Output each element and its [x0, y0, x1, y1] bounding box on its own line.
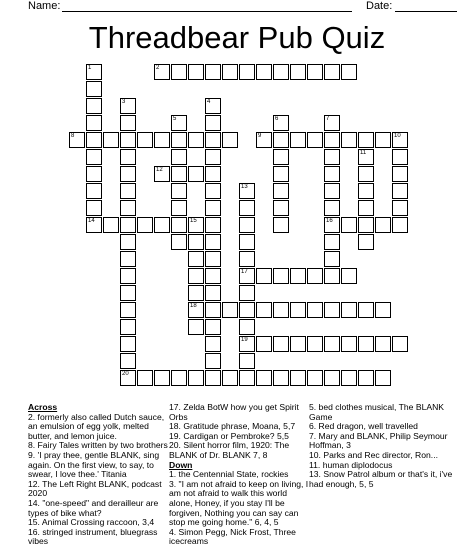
clue-text: 17. Zelda BotW how you get Spirit Orbs — [169, 402, 299, 422]
clues-column-3 — [309, 403, 455, 489]
grid-cell[interactable] — [137, 217, 153, 233]
grid-cell[interactable] — [392, 132, 408, 148]
grid-cell[interactable] — [222, 64, 238, 80]
grid-cell[interactable] — [205, 183, 221, 199]
grid-cell[interactable] — [239, 234, 255, 250]
grid-cell[interactable] — [273, 115, 289, 131]
clue-number: 6 — [275, 116, 279, 122]
grid-cell[interactable] — [171, 217, 187, 233]
grid-cell[interactable] — [120, 115, 136, 131]
grid-cell[interactable] — [273, 370, 289, 386]
grid-cell[interactable] — [205, 132, 221, 148]
grid-cell[interactable] — [86, 115, 102, 131]
grid-cell[interactable] — [290, 64, 306, 80]
grid-cell[interactable] — [324, 166, 340, 182]
grid-cell[interactable] — [392, 217, 408, 233]
clue-text: 11. human diplodocus — [309, 459, 393, 470]
clue-number: 19 — [241, 337, 248, 343]
grid-cell[interactable] — [120, 166, 136, 182]
clue-number: 5 — [173, 116, 177, 122]
clue-section-heading: Down — [169, 459, 193, 470]
grid-cell[interactable] — [205, 149, 221, 165]
grid-cell[interactable] — [205, 285, 221, 301]
grid-cell[interactable] — [120, 302, 136, 318]
grid-cell[interactable] — [222, 302, 238, 318]
clues-column-1 — [28, 403, 168, 547]
grid-cell[interactable] — [273, 166, 289, 182]
clue-text: 14. "one-speed" and derailleur are types of bike what? — [28, 497, 159, 518]
grid-cell[interactable] — [273, 200, 289, 216]
grid-cell[interactable] — [171, 149, 187, 165]
clue-number: 12 — [156, 167, 163, 173]
grid-cell[interactable] — [273, 183, 289, 199]
clue-number: 3 — [122, 99, 126, 105]
clue-number: 8 — [71, 133, 75, 139]
grid-cell[interactable] — [273, 64, 289, 80]
grid-cell[interactable] — [86, 183, 102, 199]
grid-cell[interactable] — [205, 302, 221, 318]
page-title: Threadbear Pub Quiz — [88, 20, 386, 55]
grid-cell[interactable] — [324, 149, 340, 165]
grid-cell[interactable] — [239, 370, 255, 386]
grid-cell[interactable] — [120, 353, 136, 369]
grid-cell[interactable] — [205, 166, 221, 182]
grid-cell[interactable] — [205, 98, 221, 114]
clue-text: 15. Animal Crossing raccoon, 3,4 — [28, 517, 155, 528]
grid-cell[interactable] — [290, 302, 306, 318]
grid-cell[interactable] — [324, 132, 340, 148]
grid-cell[interactable] — [273, 132, 289, 148]
clue-number: 20 — [122, 371, 129, 377]
grid-cell[interactable] — [120, 336, 136, 352]
grid-cell[interactable] — [171, 200, 187, 216]
clue-number: 17 — [241, 269, 248, 275]
grid-cell[interactable] — [154, 132, 170, 148]
grid-cell[interactable] — [358, 166, 374, 182]
grid-cell[interactable] — [324, 251, 340, 267]
grid-cell[interactable] — [205, 200, 221, 216]
clue-text: 5. bed clothes musical, The BLANK Game — [309, 402, 445, 422]
grid-cell[interactable] — [239, 183, 255, 199]
grid-cell[interactable] — [154, 370, 170, 386]
grid-cell[interactable] — [222, 132, 238, 148]
grid-cell[interactable] — [341, 217, 357, 233]
grid-cell[interactable] — [86, 64, 102, 80]
clue-text: 16. stringed instrument, bluegrass vibes — [28, 526, 158, 547]
clue-text: 13. Snow Patrol album or that's it, i've had enough, 5, 5 — [309, 469, 453, 489]
grid-cell[interactable] — [120, 200, 136, 216]
grid-cell[interactable] — [239, 285, 255, 301]
grid-cell[interactable] — [290, 132, 306, 148]
grid-cell[interactable] — [120, 285, 136, 301]
grid-cell[interactable] — [205, 268, 221, 284]
grid-cell[interactable] — [239, 200, 255, 216]
clue-number: 4 — [207, 99, 211, 105]
grid-cell[interactable] — [137, 132, 153, 148]
grid-cell[interactable] — [205, 115, 221, 131]
grid-cell[interactable] — [205, 319, 221, 335]
grid-cell[interactable] — [120, 149, 136, 165]
grid-cell[interactable] — [307, 132, 323, 148]
grid-cell[interactable] — [188, 285, 204, 301]
grid-cell[interactable] — [154, 64, 170, 80]
grid-cell[interactable] — [171, 64, 187, 80]
grid-cell[interactable] — [188, 319, 204, 335]
clue-number: 9 — [258, 133, 262, 139]
grid-cell[interactable] — [307, 370, 323, 386]
grid-cell[interactable] — [358, 370, 374, 386]
grid-cell[interactable] — [375, 302, 391, 318]
grid-cell[interactable] — [239, 64, 255, 80]
grid-cell[interactable] — [86, 132, 102, 148]
grid-cell[interactable] — [205, 370, 221, 386]
grid-cell[interactable] — [188, 302, 204, 318]
grid-cell[interactable] — [256, 132, 272, 148]
name-label: Name: — [28, 0, 61, 12]
grid-cell[interactable] — [324, 115, 340, 131]
grid-cell[interactable] — [307, 336, 323, 352]
grid-cell[interactable] — [222, 370, 238, 386]
grid-cell[interactable] — [324, 336, 340, 352]
grid-cell[interactable] — [239, 268, 255, 284]
grid-cell[interactable] — [171, 234, 187, 250]
grid-cell[interactable] — [358, 302, 374, 318]
clue-number: 18 — [190, 303, 197, 309]
clue-number: 1 — [88, 65, 92, 71]
grid-cell[interactable] — [375, 217, 391, 233]
grid-cell[interactable] — [341, 64, 357, 80]
clue-number: 14 — [88, 218, 95, 224]
grid-cell[interactable] — [188, 370, 204, 386]
clue-number: 10 — [394, 133, 401, 139]
grid-cell[interactable] — [324, 370, 340, 386]
grid-cell[interactable] — [188, 268, 204, 284]
grid-cell[interactable] — [290, 370, 306, 386]
clues-column-2 — [169, 403, 309, 547]
grid-cell[interactable] — [358, 132, 374, 148]
grid-cell[interactable] — [239, 336, 255, 352]
grid-cell[interactable] — [120, 251, 136, 267]
grid-cell[interactable] — [86, 200, 102, 216]
clue-section-heading: Across — [28, 402, 58, 412]
grid-cell[interactable] — [171, 132, 187, 148]
grid-cell[interactable] — [358, 183, 374, 199]
clue-number: 15 — [190, 218, 197, 224]
grid-cell[interactable] — [256, 268, 272, 284]
grid-cell[interactable] — [256, 302, 272, 318]
grid-cell[interactable] — [205, 353, 221, 369]
clue-text: 20. Silent horror film, 1920: The BLANK of Dr. BLANK 7, 8 — [169, 440, 290, 460]
grid-cell[interactable] — [120, 319, 136, 335]
grid-cell[interactable] — [86, 81, 102, 97]
grid-cell[interactable] — [324, 234, 340, 250]
grid-cell[interactable] — [154, 217, 170, 233]
clue-text: 1. the Centennial State, rockies — [169, 469, 289, 480]
grid-cell[interactable] — [290, 336, 306, 352]
clue-text: 18. Gratitude phrase, Moana, 5,7 — [169, 421, 296, 432]
grid-cell[interactable] — [256, 370, 272, 386]
clue-number: 13 — [241, 184, 248, 190]
grid-cell[interactable] — [137, 370, 153, 386]
grid-cell[interactable] — [273, 336, 289, 352]
grid-cell[interactable] — [103, 132, 119, 148]
grid-cell[interactable] — [324, 64, 340, 80]
grid-cell[interactable] — [358, 336, 374, 352]
clue-text: 4. Simon Pegg, Nick Frost, Three icecreams — [169, 526, 296, 547]
clue-text: 19. Cardigan or Pembroke? 5,5 — [169, 430, 289, 441]
grid-cell[interactable] — [171, 183, 187, 199]
grid-cell[interactable] — [188, 234, 204, 250]
grid-cell[interactable] — [120, 132, 136, 148]
grid-cell[interactable] — [375, 336, 391, 352]
grid-cell[interactable] — [358, 234, 374, 250]
grid-cell[interactable] — [307, 268, 323, 284]
grid-cell[interactable] — [120, 234, 136, 250]
grid-cell[interactable] — [188, 64, 204, 80]
grid-cell[interactable] — [273, 217, 289, 233]
grid-cell[interactable] — [154, 166, 170, 182]
grid-cell[interactable] — [239, 217, 255, 233]
grid-cell[interactable] — [188, 166, 204, 182]
clue-text: 9. 'I pray thee, gentle BLANK, sing again. On the first view, to say, to swear, I love thee.' Titania — [28, 449, 160, 480]
clue-number: 11 — [360, 150, 367, 156]
grid-cell[interactable] — [273, 268, 289, 284]
grid-cell[interactable] — [205, 251, 221, 267]
grid-cell[interactable] — [375, 132, 391, 148]
grid-cell[interactable] — [86, 217, 102, 233]
clue-text: 12. The Left Right BLANK, podcast 2020 — [28, 478, 162, 499]
grid-cell[interactable] — [324, 268, 340, 284]
clue-number: 7 — [326, 116, 330, 122]
grid-cell[interactable] — [375, 370, 391, 386]
grid-cell[interactable] — [392, 336, 408, 352]
grid-cell[interactable] — [358, 149, 374, 165]
grid-cell[interactable] — [256, 64, 272, 80]
clue-text: 2. formerly also called Dutch sauce, an emulsion of egg yolk, melted butter, and lemon juice. — [28, 411, 165, 441]
grid-cell[interactable] — [205, 336, 221, 352]
grid-cell[interactable] — [120, 183, 136, 199]
grid-cell[interactable] — [205, 64, 221, 80]
grid-cell[interactable] — [205, 217, 221, 233]
grid-cell[interactable] — [392, 166, 408, 182]
grid-cell[interactable] — [239, 251, 255, 267]
grid-cell[interactable] — [239, 302, 255, 318]
clue-number: 16 — [326, 218, 333, 224]
grid-cell[interactable] — [324, 217, 340, 233]
grid-cell[interactable] — [341, 302, 357, 318]
grid-cell[interactable] — [392, 183, 408, 199]
grid-cell[interactable] — [324, 302, 340, 318]
grid-cell[interactable] — [239, 319, 255, 335]
grid-cell[interactable] — [392, 149, 408, 165]
grid-cell[interactable] — [205, 234, 221, 250]
grid-cell[interactable] — [307, 64, 323, 80]
grid-cell[interactable] — [273, 302, 289, 318]
grid-cell[interactable] — [120, 268, 136, 284]
grid-cell[interactable] — [239, 353, 255, 369]
grid-cell[interactable] — [341, 336, 357, 352]
grid-cell[interactable] — [341, 132, 357, 148]
grid-cell[interactable] — [120, 217, 136, 233]
clue-text: 3. "I am not afraid to keep on living, I am not afraid to walk this world alone, Honey, if you stay I'll be forgiven, Nothing you can say can stop me going home." 6, 4, 5 — [169, 478, 309, 528]
clue-number: 2 — [156, 65, 160, 71]
grid-cell[interactable] — [120, 370, 136, 386]
grid-cell[interactable] — [120, 98, 136, 114]
grid-cell[interactable] — [290, 268, 306, 284]
grid-cell[interactable] — [341, 268, 357, 284]
grid-cell[interactable] — [188, 217, 204, 233]
date-label: Date: — [366, 0, 393, 12]
grid-cell[interactable] — [69, 132, 85, 148]
grid-cell[interactable] — [188, 132, 204, 148]
grid-cell[interactable] — [324, 200, 340, 216]
grid-cell[interactable] — [86, 149, 102, 165]
grid-cell[interactable] — [358, 217, 374, 233]
grid-cell[interactable] — [171, 166, 187, 182]
grid-cell[interactable] — [86, 166, 102, 182]
grid-cell[interactable] — [171, 370, 187, 386]
grid-cell[interactable] — [103, 217, 119, 233]
grid-cell[interactable] — [358, 200, 374, 216]
clue-text: 10. Parks and Rec director, Ron... — [309, 449, 438, 460]
grid-cell[interactable] — [86, 98, 102, 114]
clue-text: 6. Red dragon, well travelled — [309, 421, 418, 432]
grid-cell[interactable] — [256, 336, 272, 352]
clue-text: 8. Fairy Tales written by two brothers — [28, 440, 168, 451]
grid-cell[interactable] — [273, 149, 289, 165]
grid-cell[interactable] — [171, 115, 187, 131]
grid-cell[interactable] — [392, 200, 408, 216]
grid-cell[interactable] — [324, 183, 340, 199]
grid-cell[interactable] — [341, 370, 357, 386]
grid-cell[interactable] — [188, 251, 204, 267]
grid-cell[interactable] — [307, 302, 323, 318]
clue-text: 7. Mary and BLANK, Philip Seymour Hoffman, 3 — [309, 430, 448, 451]
